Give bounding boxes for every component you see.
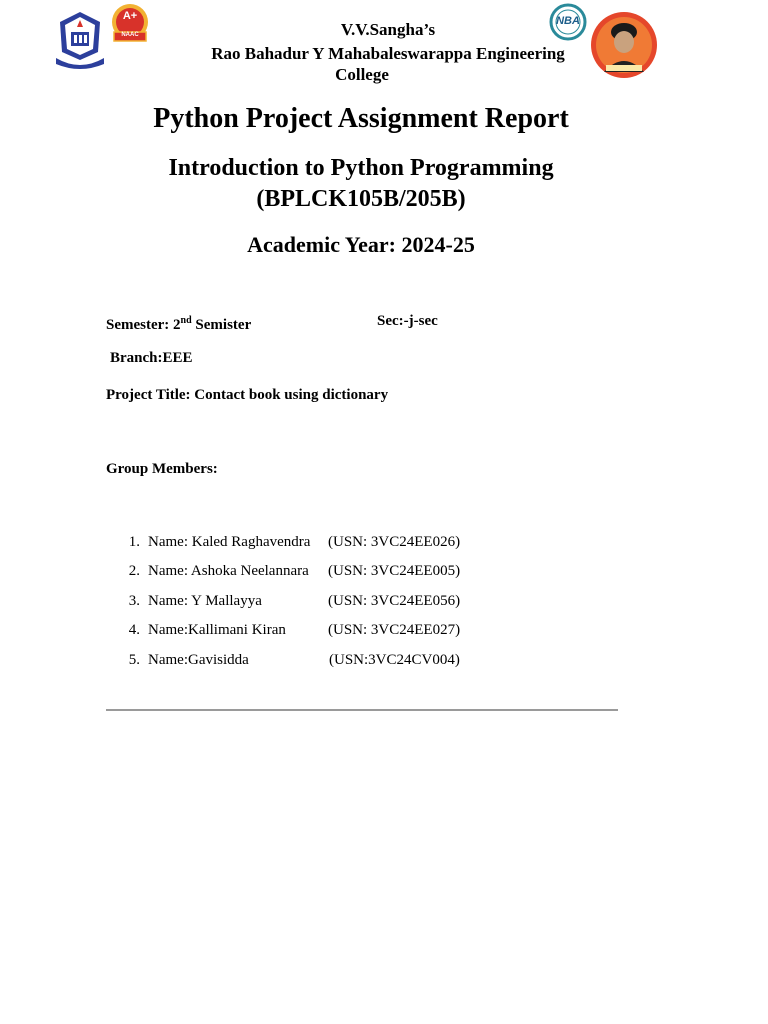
member-name: Name:Gavisidda [148, 652, 249, 668]
member-usn: (USN: 3VC24EE027) [328, 622, 461, 638]
member-name: Name: Ashoka Neelannara [148, 563, 309, 579]
semester-prefix: Semester: 2 [106, 317, 181, 333]
divider [106, 709, 618, 711]
course-title-line-1: Introduction to Python Programming [168, 155, 554, 181]
member-name: Name: Kaled Raghavendra [148, 534, 311, 550]
member-number: 4. [128, 622, 140, 638]
group-members-label: Group Members: [106, 461, 218, 477]
member-usn: (USN: 3VC24EE056) [328, 593, 461, 609]
member-number: 3. [128, 593, 140, 609]
list-item [106, 650, 626, 670]
member-number: 2. [128, 563, 140, 579]
members-list [106, 532, 626, 682]
academic-year: Academic Year: 2024-25 [247, 232, 475, 257]
semester-ordinal: nd [180, 315, 192, 326]
semester-suffix: Semister [191, 317, 252, 333]
nba-label: NBA [556, 15, 580, 27]
list-item [106, 561, 626, 581]
branch-field: Branch:EEE [110, 350, 193, 366]
naac-grade: A+ [122, 10, 138, 22]
member-usn: (USN: 3VC24EE026) [328, 534, 461, 550]
list-item [106, 591, 626, 611]
report-title: Python Project Assignment Report [153, 103, 569, 134]
member-usn: (USN:3VC24CV004) [329, 652, 460, 668]
member-name: Name: Y Mallayya [148, 593, 262, 609]
project-title-field: Project Title: Contact book using dictionary [106, 387, 389, 403]
section-field: Sec:-j-sec [377, 313, 438, 329]
institution-line-2: Rao Bahadur Y Mahabaleswarappa Engineering [211, 44, 565, 63]
naac-label: NAAC [121, 32, 139, 38]
list-item [106, 532, 626, 552]
semester-field [106, 311, 251, 335]
list-item [106, 620, 626, 640]
member-number: 1. [128, 534, 140, 550]
member-usn: (USN: 3VC24EE005) [328, 563, 461, 579]
course-code: (BPLCK105B/205B) [256, 186, 466, 212]
institution-line-1: V.V.Sangha’s [340, 20, 436, 39]
member-number: 5. [128, 652, 140, 668]
institution-line-3: College [335, 65, 389, 84]
member-name: Name:Kallimani Kiran [148, 622, 286, 638]
